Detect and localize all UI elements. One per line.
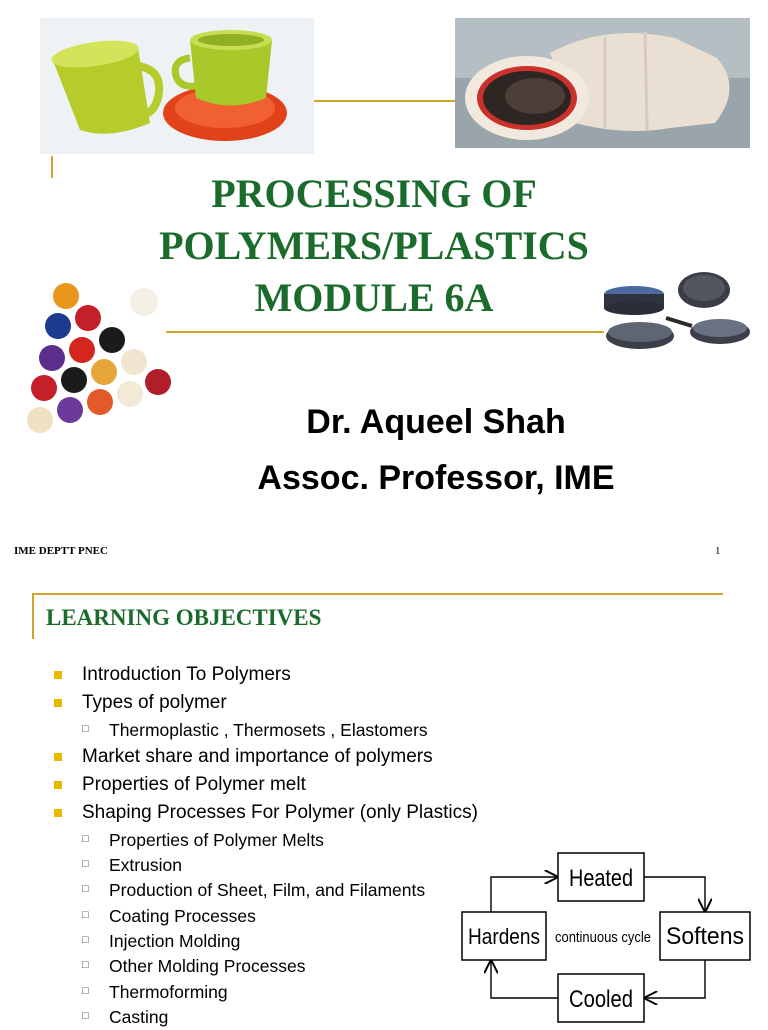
pipe-elbow-image [455,18,750,148]
objective-item: Properties of Polymer melt [52,771,512,799]
objectives-slide [0,575,768,1027]
gold-rule-top [314,100,455,102]
objective-subitem: □ Injection Molding [52,929,512,954]
cookware-image [600,268,752,358]
gold-rule-top [32,593,723,595]
arrow-cooled-to-hardens [491,961,558,998]
arrow-heated-to-softens [644,877,705,911]
plastic-cups-image [40,18,314,154]
title-line-1: PROCESSING OF [211,171,537,216]
title-line-3: MODULE 6A [254,275,494,320]
objective-subitem: □ Production of Sheet, Film, and Filaments [52,878,512,903]
objective-item: Shaping Processes For Polymer (only Plastics) [52,799,512,827]
author-block [200,394,672,506]
objective-item: Market share and importance of polymers [52,743,512,771]
objective-subitem: □ Thermoplastic , Thermosets , Elastomers [52,718,512,743]
footer-label: IME DEPTT PNEC [14,545,108,557]
cycle-center-label: continuous cycle [555,929,651,946]
slide-title [120,168,628,324]
author-name: Dr. Aqueel Shah [306,403,566,441]
page-number: 1 [715,545,721,557]
objectives-list [52,661,512,1030]
objective-item: Introduction To Polymers [52,661,512,689]
objective-subitem: □ Extrusion [52,853,512,878]
gold-rule-middle [166,331,604,333]
arrow-hardens-to-heated [491,877,557,912]
gold-rule-left [32,593,34,639]
author-position: Assoc. Professor, IME [257,459,615,497]
title-line-2: POLYMERS/PLASTICS [159,223,589,268]
objective-subitem: □ Coating Processes [52,904,512,929]
objective-subitem: □ Properties of Polymer Melts [52,828,512,853]
objective-subitem: □ Casting [52,1005,512,1030]
hardens-label: Hardens [468,924,540,949]
heating-cycle-diagram [458,850,758,1024]
objective-item: Types of polymer [52,689,512,717]
objective-subitem: □ Thermoforming [52,980,512,1005]
arrow-softens-to-cooled [645,960,705,998]
slide-title: LEARNING OBJECTIVES [46,605,322,630]
objective-subitem: □ Other Molding Processes [52,954,512,979]
cooled-label: Cooled [569,986,633,1013]
heated-label: Heated [569,865,633,892]
softens-label: Softens [666,923,744,950]
gold-tick [51,156,53,178]
billiard-balls-image [22,280,182,440]
